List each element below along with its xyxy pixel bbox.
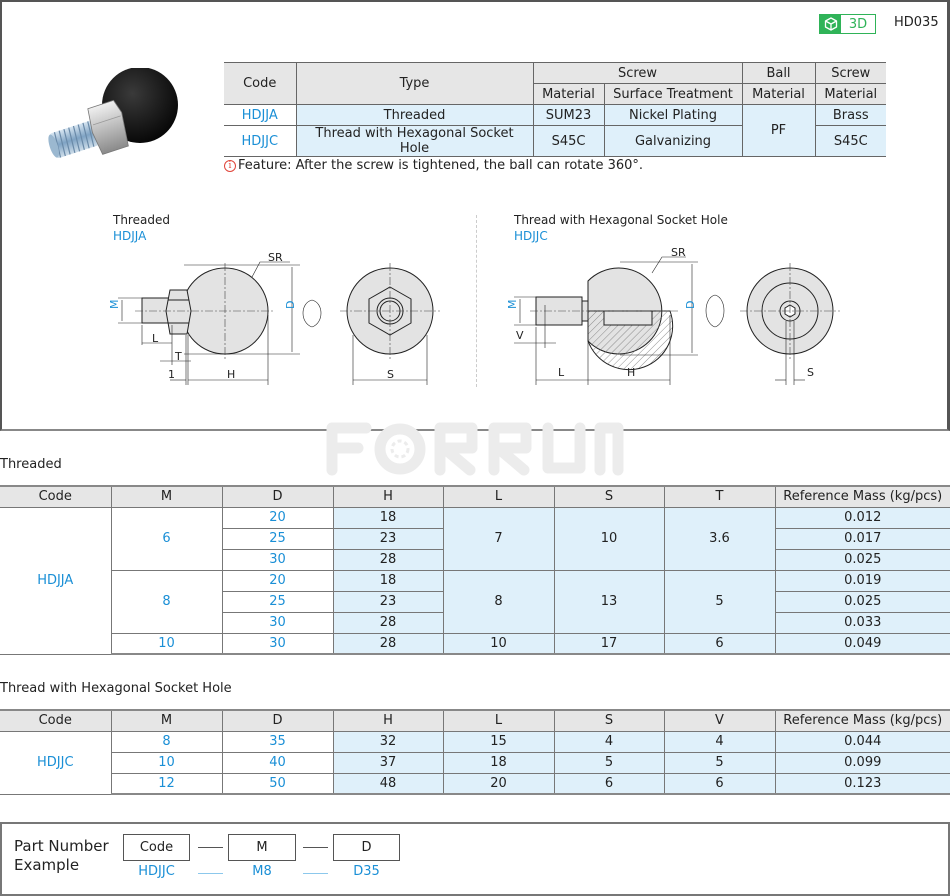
header-screw-group: Screw — [533, 63, 742, 84]
table-row — [0, 570, 950, 591]
code-link[interactable]: HDJJC — [224, 126, 296, 157]
feature-text: Feature: After the screw is tightened, the ball can rotate 360°. — [238, 158, 644, 173]
part-number-box-d: D — [333, 834, 400, 861]
material-spec-table — [224, 62, 886, 157]
col-header-h: H — [333, 710, 443, 731]
s-cell: 6 — [554, 773, 664, 794]
threaded-dimension-table — [0, 485, 950, 655]
drawing-divider — [476, 215, 477, 387]
feature-note — [224, 158, 643, 173]
dim-1-label: 1 — [168, 368, 175, 381]
dim-v-label: V — [516, 329, 524, 342]
info-icon: i — [224, 160, 236, 172]
h-cell: 28 — [333, 612, 443, 633]
d-cell[interactable]: 30 — [222, 633, 333, 654]
forrun-watermark-logo — [322, 420, 628, 476]
d-cell[interactable]: 40 — [222, 752, 333, 773]
socket-section-title: Thread with Hexagonal Socket Hole — [0, 681, 232, 696]
h-cell: 18 — [333, 570, 443, 591]
mass-cell: 0.044 — [775, 731, 950, 752]
3d-label: 3D — [848, 16, 868, 32]
table-row — [0, 633, 950, 654]
h-cell: 28 — [333, 633, 443, 654]
code-cell[interactable]: HDJJC — [0, 731, 111, 794]
dim-h-label: H — [627, 366, 636, 379]
s-cell: 5 — [554, 752, 664, 773]
d-cell[interactable]: 30 — [222, 612, 333, 633]
separator-dash — [303, 873, 328, 874]
m-cell[interactable]: 10 — [111, 633, 222, 654]
product-photo — [40, 68, 180, 168]
ball-material-cell: PF — [742, 105, 815, 157]
h-cell: 32 — [333, 731, 443, 752]
col-header-m: M — [111, 486, 222, 507]
dim-m-label: M — [108, 299, 121, 309]
separator-dash — [303, 847, 328, 848]
mass-cell: 0.123 — [775, 773, 950, 794]
dim-l-label: L — [152, 332, 159, 345]
part-number-value-m: M8 — [252, 864, 272, 879]
screw-material-cell: S45C — [533, 126, 604, 157]
table-row — [0, 731, 950, 752]
col-header-s: S — [554, 486, 664, 507]
code-cell[interactable]: HDJJA — [0, 507, 111, 654]
part-number-title-line1: Part Number — [14, 837, 109, 855]
m-cell[interactable]: 8 — [111, 570, 222, 633]
drawing-code-socket: HDJJC — [514, 229, 548, 243]
mass-cell: 0.025 — [775, 549, 950, 570]
col-header-code: Code — [0, 486, 111, 507]
drawing-title-threaded: Threaded — [113, 213, 170, 227]
t-cell: 6 — [664, 633, 775, 654]
spec-row — [224, 105, 886, 126]
mass-cell: 0.012 — [775, 507, 950, 528]
screw2-material-cell: S45C — [815, 126, 886, 157]
screw2-material-cell: Brass — [815, 105, 886, 126]
t-cell: 3.6 — [664, 507, 775, 570]
surface-treatment-cell: Nickel Plating — [604, 105, 742, 126]
l-cell: 8 — [443, 570, 554, 633]
s-cell: 4 — [554, 731, 664, 752]
threaded-section-title: Threaded — [0, 457, 62, 472]
mass-cell: 0.049 — [775, 633, 950, 654]
cube-icon — [820, 15, 841, 33]
dim-d-label: D — [284, 300, 297, 309]
v-cell: 4 — [664, 731, 775, 752]
h-cell: 48 — [333, 773, 443, 794]
col-header-v: V — [664, 710, 775, 731]
s-cell: 13 — [554, 570, 664, 633]
l-cell: 20 — [443, 773, 554, 794]
col-header-l: L — [443, 710, 554, 731]
s-cell: 17 — [554, 633, 664, 654]
part-number-value-d: D35 — [353, 864, 380, 879]
screw-material-cell: SUM23 — [533, 105, 604, 126]
header-screw2-material: Material — [815, 84, 886, 105]
table-row — [0, 773, 950, 794]
m-cell[interactable]: 12 — [111, 773, 222, 794]
d-cell[interactable]: 20 — [222, 507, 333, 528]
socket-dimension-table — [0, 709, 950, 795]
col-header-t: T — [664, 486, 775, 507]
header-screw-material: Material — [533, 84, 604, 105]
drawing-title-socket: Thread with Hexagonal Socket Hole — [514, 213, 728, 227]
l-cell: 15 — [443, 731, 554, 752]
mass-cell: 0.099 — [775, 752, 950, 773]
d-cell[interactable]: 50 — [222, 773, 333, 794]
col-header-mass: Reference Mass (kg/pcs) — [775, 710, 950, 731]
d-cell[interactable]: 25 — [222, 528, 333, 549]
l-cell: 18 — [443, 752, 554, 773]
part-number-title — [14, 837, 109, 875]
part-number-box-code: Code — [123, 834, 190, 861]
table-row — [0, 507, 950, 528]
m-cell[interactable]: 8 — [111, 731, 222, 752]
col-header-mass: Reference Mass (kg/pcs) — [775, 486, 950, 507]
dim-l-label: L — [558, 366, 565, 379]
dim-s-label: S — [387, 368, 394, 381]
dim-h-label: H — [227, 368, 236, 381]
part-number-box-m: M — [228, 834, 296, 861]
header-screw2-group: Screw — [815, 63, 886, 84]
header-code: Code — [224, 63, 296, 105]
mass-cell: 0.017 — [775, 528, 950, 549]
header-type: Type — [296, 63, 533, 105]
socket-technical-drawing — [500, 245, 860, 395]
threaded-technical-drawing — [100, 245, 460, 395]
col-header-code: Code — [0, 710, 111, 731]
header-ball-group: Ball — [742, 63, 815, 84]
m-cell[interactable]: 10 — [111, 752, 222, 773]
table-row — [0, 752, 950, 773]
dim-t-label: T — [175, 350, 182, 363]
l-cell: 7 — [443, 507, 554, 570]
col-header-m: M — [111, 710, 222, 731]
type-cell: Thread with Hexagonal Socket Hole — [296, 126, 533, 157]
v-cell: 5 — [664, 752, 775, 773]
h-cell: 28 — [333, 549, 443, 570]
separator-dash — [198, 873, 223, 874]
type-cell: Threaded — [296, 105, 533, 126]
dim-s-label: S — [807, 366, 814, 379]
dim-sr-label: SR — [268, 251, 283, 264]
l-cell: 10 — [443, 633, 554, 654]
header-ball-material: Material — [742, 84, 815, 105]
col-header-d: D — [222, 486, 333, 507]
surface-treatment-cell: Galvanizing — [604, 126, 742, 157]
col-header-h: H — [333, 486, 443, 507]
col-header-d: D — [222, 710, 333, 731]
h-cell: 18 — [333, 507, 443, 528]
dim-d-label: D — [684, 300, 697, 309]
col-header-s: S — [554, 710, 664, 731]
mass-cell: 0.019 — [775, 570, 950, 591]
col-header-l: L — [443, 486, 554, 507]
separator-dash — [198, 847, 223, 848]
v-cell: 6 — [664, 773, 775, 794]
code-link[interactable]: HDJJA — [224, 105, 296, 126]
dim-m-label: M — [506, 299, 519, 309]
d-cell[interactable]: 35 — [222, 731, 333, 752]
t-cell: 5 — [664, 570, 775, 633]
m-cell[interactable]: 6 — [111, 507, 222, 570]
d-cell[interactable]: 30 — [222, 549, 333, 570]
mass-cell: 0.025 — [775, 591, 950, 612]
mass-cell: 0.033 — [775, 612, 950, 633]
3d-model-button[interactable] — [819, 14, 876, 34]
h-cell: 23 — [333, 591, 443, 612]
h-cell: 23 — [333, 528, 443, 549]
s-cell: 10 — [554, 507, 664, 570]
dim-sr-label: SR — [671, 246, 686, 259]
product-code: HD035 — [894, 15, 939, 30]
d-cell[interactable]: 20 — [222, 570, 333, 591]
header-surface-treatment: Surface Treatment — [604, 84, 742, 105]
d-cell[interactable]: 25 — [222, 591, 333, 612]
part-number-title-line2: Example — [14, 856, 80, 874]
h-cell: 37 — [333, 752, 443, 773]
part-number-value-code: HDJJC — [138, 864, 175, 879]
drawing-code-threaded: HDJJA — [113, 229, 147, 243]
